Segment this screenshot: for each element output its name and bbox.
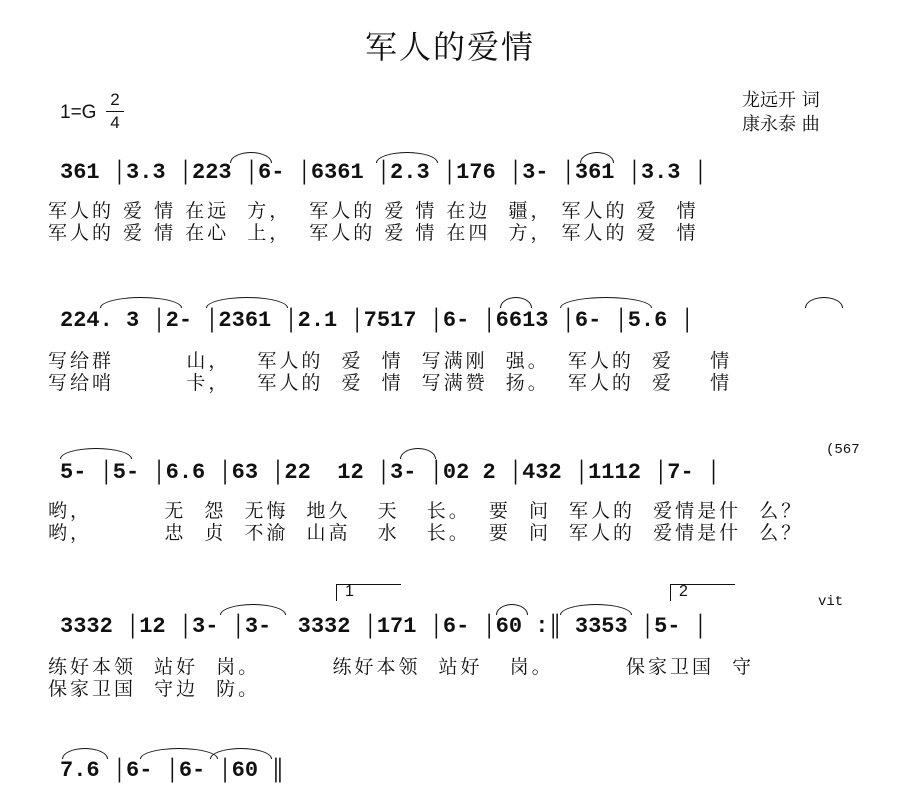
slur-mark <box>560 297 652 308</box>
slur-mark <box>805 297 843 308</box>
volta-bracket-2 <box>670 584 735 601</box>
system-3-lyrics-verse1: 哟， 无 怨 无悔 地久 天 长。 要 问 军人的 爱情是什 么？ <box>48 500 804 522</box>
volta-2-label: 2 <box>679 583 688 600</box>
slur-mark <box>60 448 132 459</box>
system-1-lyrics-verse2: 军人的 爱 情 在心 上， 军人的 爱 情 在四 方， 军人的 爱 情 <box>48 222 699 244</box>
slur-mark <box>580 152 614 163</box>
meter-line <box>106 111 124 112</box>
key-signature: 1=G <box>60 102 97 123</box>
system-1-notes: 361 │3.3 │223 │6- │6361 │2.3 │176 │3- │361 │3.3 │ <box>60 160 707 185</box>
lyricist-credit: 龙远开 词 <box>742 90 820 111</box>
system-4-lyrics-verse1: 练好本领 站好 岗。 练好本领 站好 岗。 保家卫国 守 <box>48 656 755 678</box>
time-signature <box>106 90 124 133</box>
song-title: 军人的爱情 <box>364 28 535 66</box>
slur-mark <box>376 152 438 163</box>
slur-mark <box>560 604 632 615</box>
volta-1-label: 1 <box>345 583 354 600</box>
system-3-lyrics-verse2: 哟， 忠 贞 不渝 山高 水 长。 要 问 军人的 爱情是什 么？ <box>48 522 804 544</box>
system-2-lyrics-verse1: 写给群 山， 军人的 爱 情 写满刚 强。 军人的 爱 情 <box>48 350 733 372</box>
system-2-notes: 224. 3 │2- │2361 │2.1 │7517 │6- │6613 │6- │5.6 │ <box>60 308 694 333</box>
slur-mark <box>500 297 532 308</box>
system-5-notes: 7.6 │6- │6- │60 ║ <box>60 758 285 783</box>
slur-mark <box>62 748 108 759</box>
annotation-text: (567 <box>826 442 860 458</box>
slur-mark <box>400 448 436 459</box>
meter-top: 2 <box>110 90 120 109</box>
slur-mark <box>230 152 272 163</box>
system-2-lyrics-verse2: 写给哨 卡， 军人的 爱 情 写满赞 扬。 军人的 爱 情 <box>48 372 733 394</box>
slur-mark <box>100 297 182 308</box>
system-3-notes: 5- │5- │6.6 │63 │22 12 │3- │02 2 │432 │1112 │7- │ <box>60 460 721 485</box>
meter-bottom: 4 <box>110 113 120 132</box>
slur-mark <box>206 297 288 308</box>
system-4-notes: 3332 │12 │3- │3- 3332 │171 │6- │60 :║ 3353 │5- │ <box>60 614 707 639</box>
system-4-lyrics-verse2: 保家卫国 守边 防。 <box>48 678 261 700</box>
system-1-lyrics-verse1: 军人的 爱 情 在远 方， 军人的 爱 情 在边 疆， 军人的 爱 情 <box>48 200 699 222</box>
vit-marking: vit <box>818 594 844 610</box>
slur-mark <box>496 604 528 615</box>
slur-mark <box>210 748 272 759</box>
slur-mark <box>220 604 286 615</box>
slur-mark <box>140 748 218 759</box>
composer-credit: 康永泰 曲 <box>742 114 820 135</box>
volta-bracket-1 <box>336 584 401 601</box>
